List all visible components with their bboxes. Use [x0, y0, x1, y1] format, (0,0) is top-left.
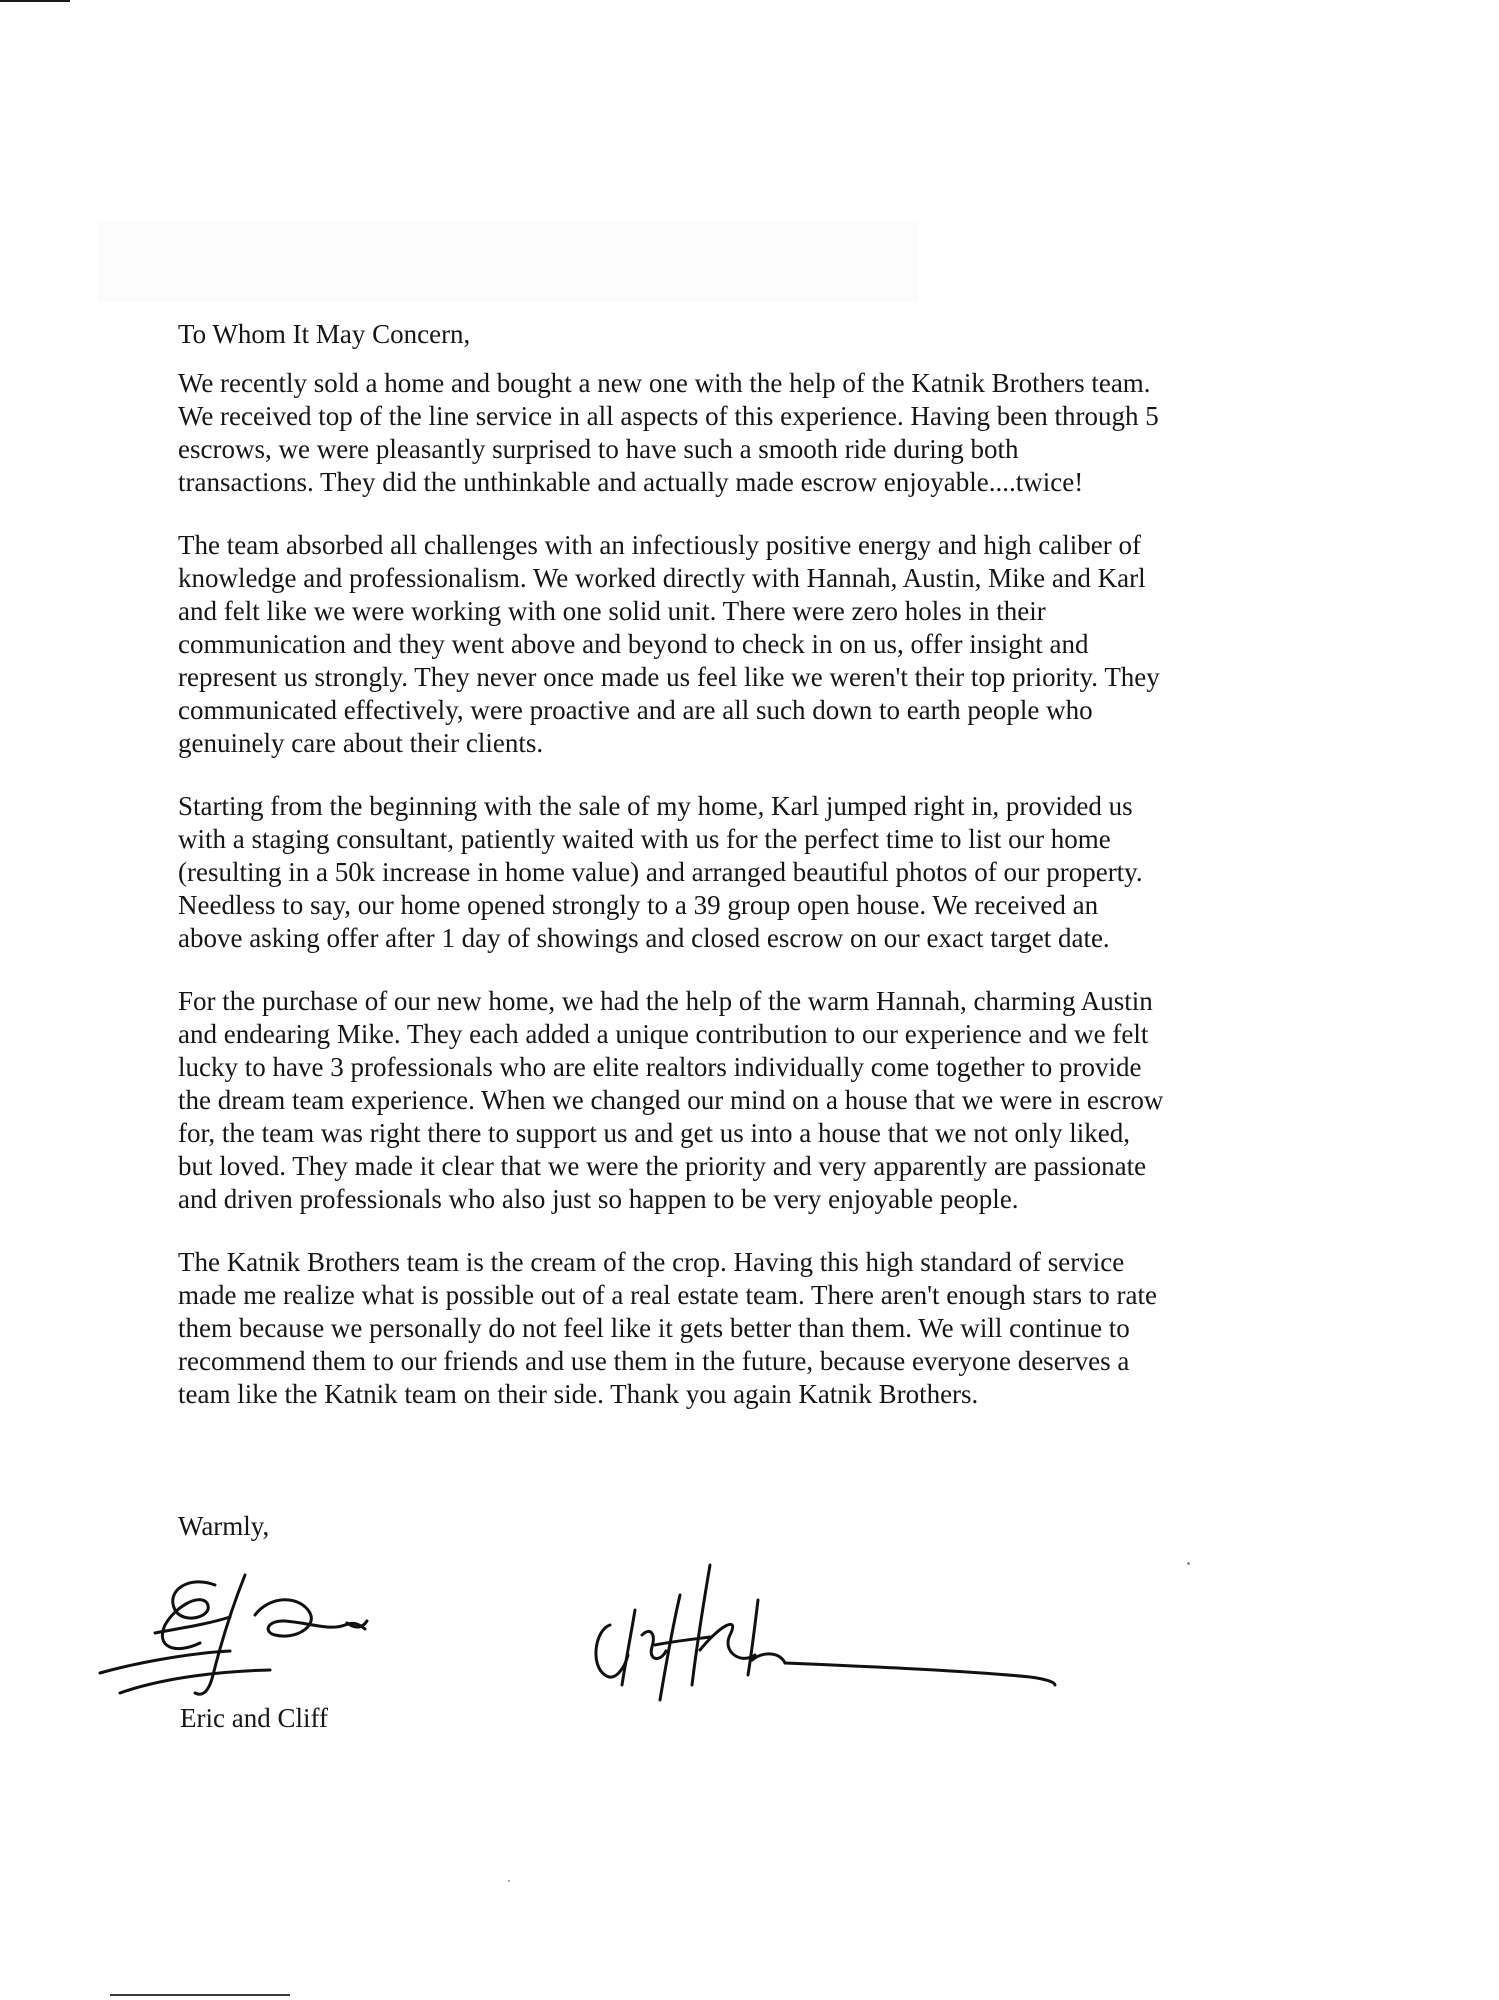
paragraph-line: The team absorbed all challenges with an infectiously positive energy and high caliber of — [178, 530, 1141, 560]
scan-edge-bottom — [110, 1994, 290, 1996]
paragraph-line: above asking offer after 1 day of showings and closed escrow on our exact target date. — [178, 923, 1110, 953]
signer-names: Eric and Cliff — [180, 1703, 328, 1733]
paragraph-5 — [178, 1246, 1318, 1411]
paragraph-line: communication and they went above and beyond to check in on us, offer insight and — [178, 629, 1089, 659]
paragraph-line: knowledge and professionalism. We worked directly with Hannah, Austin, Mike and Karl — [178, 563, 1146, 593]
paragraph-line: We recently sold a home and bought a new one with the help of the Katnik Brothers team. — [178, 368, 1151, 398]
salutation: To Whom It May Concern, — [178, 319, 471, 349]
paragraph-line: represent us strongly. They never once made us feel like we weren't their top priority. They — [178, 662, 1160, 692]
paragraph-line: but loved. They made it clear that we were the priority and very apparently are passionate — [178, 1151, 1147, 1181]
paragraph-line: Starting from the beginning with the sale of my home, Karl jumped right in, provided us — [178, 791, 1133, 821]
paragraph-line: them because we personally do not feel like it gets better than them. We will continue to — [178, 1313, 1130, 1343]
paragraph-line: Needless to say, our home opened strongly to a 39 group open house. We received an — [178, 890, 1099, 920]
paragraph-line: escrows, we were pleasantly surprised to have such a smooth ride during both — [178, 434, 1019, 464]
scan-speck — [1187, 1562, 1190, 1565]
paragraph-4 — [178, 985, 1318, 1216]
paragraph-line: recommend them to our friends and use them in the future, because everyone deserves a — [178, 1346, 1130, 1376]
paragraph-line: made me realize what is possible out of a real estate team. There aren't enough stars to rate — [178, 1280, 1157, 1310]
paragraph-line: and driven professionals who also just so happen to be very enjoyable people. — [178, 1184, 1019, 1214]
paragraph-line: For the purchase of our new home, we had the help of the warm Hannah, charming Austin — [178, 986, 1153, 1016]
paragraph-3 — [178, 790, 1318, 955]
paragraph-line: lucky to have 3 professionals who are elite realtors individually come together to provide — [178, 1052, 1142, 1082]
paragraph-line: and felt like we were working with one solid unit. There were zero holes in their — [178, 596, 1046, 626]
paragraph-line: and endearing Mike. They each added a unique contribution to our experience and we felt — [178, 1019, 1149, 1049]
paragraph-line: transactions. They did the unthinkable and actually made escrow enjoyable....twice! — [178, 467, 1084, 497]
closing: Warmly, — [178, 1511, 270, 1541]
paragraph-line: (resulting in a 50k increase in home value) and arranged beautiful photos of our property. — [178, 857, 1143, 887]
paragraph-2 — [178, 529, 1318, 760]
paragraph-line: the dream team experience. When we changed our mind on a house that we were in escrow — [178, 1085, 1164, 1115]
letter-body — [178, 318, 1318, 1441]
paragraph-1 — [178, 367, 1318, 499]
paragraph-line: team like the Katnik team on their side. Thank you again Katnik Brothers. — [178, 1379, 979, 1409]
letterhead-blank-area — [98, 222, 918, 302]
scan-edge-top — [0, 0, 70, 2]
signature-eric — [95, 1555, 475, 1715]
scan-speck — [508, 1880, 510, 1882]
paragraph-line: genuinely care about their clients. — [178, 728, 544, 758]
paragraph-line: The Katnik Brothers team is the cream of the crop. Having this high standard of service — [178, 1247, 1125, 1277]
paragraph-line: communicated effectively, were proactive and are all such down to earth people who — [178, 695, 1093, 725]
paragraph-line: We received top of the line service in all aspects of this experience. Having been through 5 — [178, 401, 1159, 431]
paragraph-line: for, the team was right there to support us and get us into a house that we not only liked, — [178, 1118, 1130, 1148]
signature-cliff — [580, 1555, 1100, 1725]
paragraph-line: with a staging consultant, patiently waited with us for the perfect time to list our home — [178, 824, 1111, 854]
